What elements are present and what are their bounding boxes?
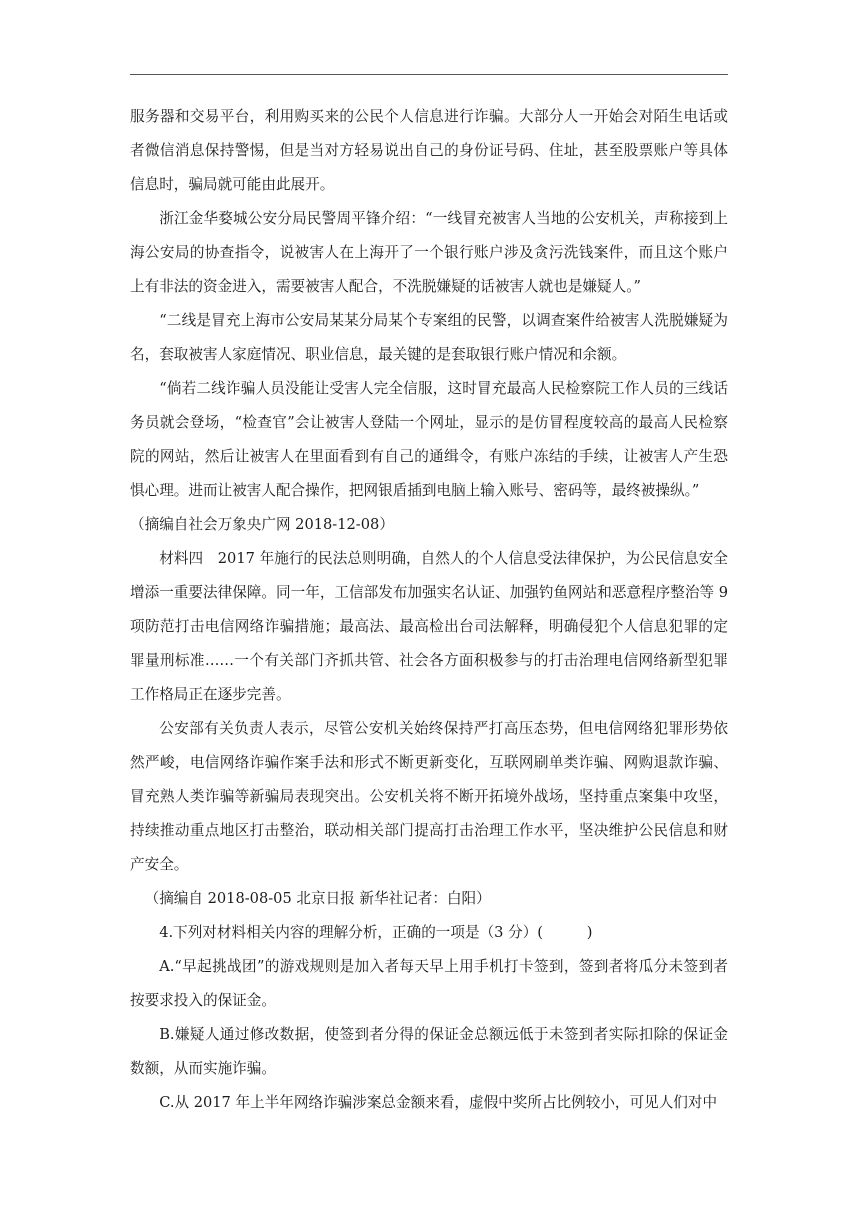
source-note-1: （摘编自社会万象央广网 2018-12-08） (130, 516, 394, 533)
paragraph-material-four: 材料四 2017 年施行的民法总则明确，自然人的个人信息受法律保护，为公民信息安全增添一重要法律保障。同一年，工信部发布加强实名认证、加强钓鱼网站和恶意程序整治等 9 项防范打击电信网络诈骗措施；最高法、最高检出台司法解释，明确侵犯个人信息犯罪的定罪量刑标准……一个有关部门齐抓共管、社会各方面积极参与的打击治理电信网络新型犯罪工作格局正在逐步完善。 (130, 550, 728, 703)
paragraph-second-line: “二线是冒充上海市公安局某某分局某个专案组的民警，以调查案件给被害人洗脱嫌疑为名，套取被害人家庭情况、职业信息，最关键的是套取银行账户情况和余额。 (130, 312, 728, 363)
option-c: C.从 2017 年上半年网络诈骗涉案总金额来看，虚假中奖所占比例较小，可见人们对中 (159, 1094, 718, 1111)
paragraph-police-intro: 浙江金华婺城公安分局民警周平锋介绍：“一线冒充被害人当地的公安机关，声称接到上海公安局的协查指令，说被害人在上海开了一个银行账户涉及贪污洗钱案件，而且这个账户上有非法的资金进入，需要被害人配合，不洗脱嫌疑的话被害人就也是嫌疑人。” (130, 210, 728, 295)
option-a: A.“早起挑战团”的游戏规则是加入者每天早上用手机打卡签到，签到者将瓜分未签到者按要求投入的保证金。 (130, 958, 728, 1009)
question-4: 4.下列对材料相关内容的理解分析，正确的一项是（3 分）( ) (159, 924, 593, 941)
source-note-2: （摘编自 2018-08-05 北京日报 新华社记者：白阳） (144, 890, 491, 907)
option-b: B.嫌疑人通过修改数据，使签到者分得的保证金总额远低于未签到者实际扣除的保证金数额，从而实施诈骗。 (130, 1026, 728, 1077)
paragraph-ministry-statement: 公安部有关负责人表示，尽管公安机关始终保持严打高压态势，但电信网络犯罪形势依然严峻，电信网络诈骗作案手法和形式不断更新变化，互联网刷单类诈骗、网购退款诈骗、冒充熟人类诈骗等新骗局表现突出。公安机关将不断开拓境外战场，坚持重点案集中攻坚，持续推动重点地区打击整治，联动相关部门提高打击治理工作水平，坚决维护公民信息和财产安全。 (130, 720, 728, 873)
header-rule (130, 74, 728, 75)
document-body (130, 100, 728, 1120)
paragraph-third-line: “倘若二线诈骗人员没能让受害人完全信服，这时冒充最高人民检察院工作人员的三线话务员就会登场，“检查官”会让被害人登陆一个网址，显示的是仿冒程度较高的最高人民检察院的网站，然后让被害人在里面看到有自己的通缉令，有账户冻结的手续，让被害人产生恐惧心理。进而让被害人配合操作，把网银盾插到电脑上输入账号、密码等，最终被操纵。” (130, 380, 728, 499)
paragraph-continuation: 服务器和交易平台，利用购买来的公民个人信息进行诈骗。大部分人一开始会对陌生电话或者微信消息保持警惕，但是当对方轻易说出自己的身份证号码、住址，甚至股票账户等具体信息时，骗局就可能由此展开。 (130, 108, 728, 193)
